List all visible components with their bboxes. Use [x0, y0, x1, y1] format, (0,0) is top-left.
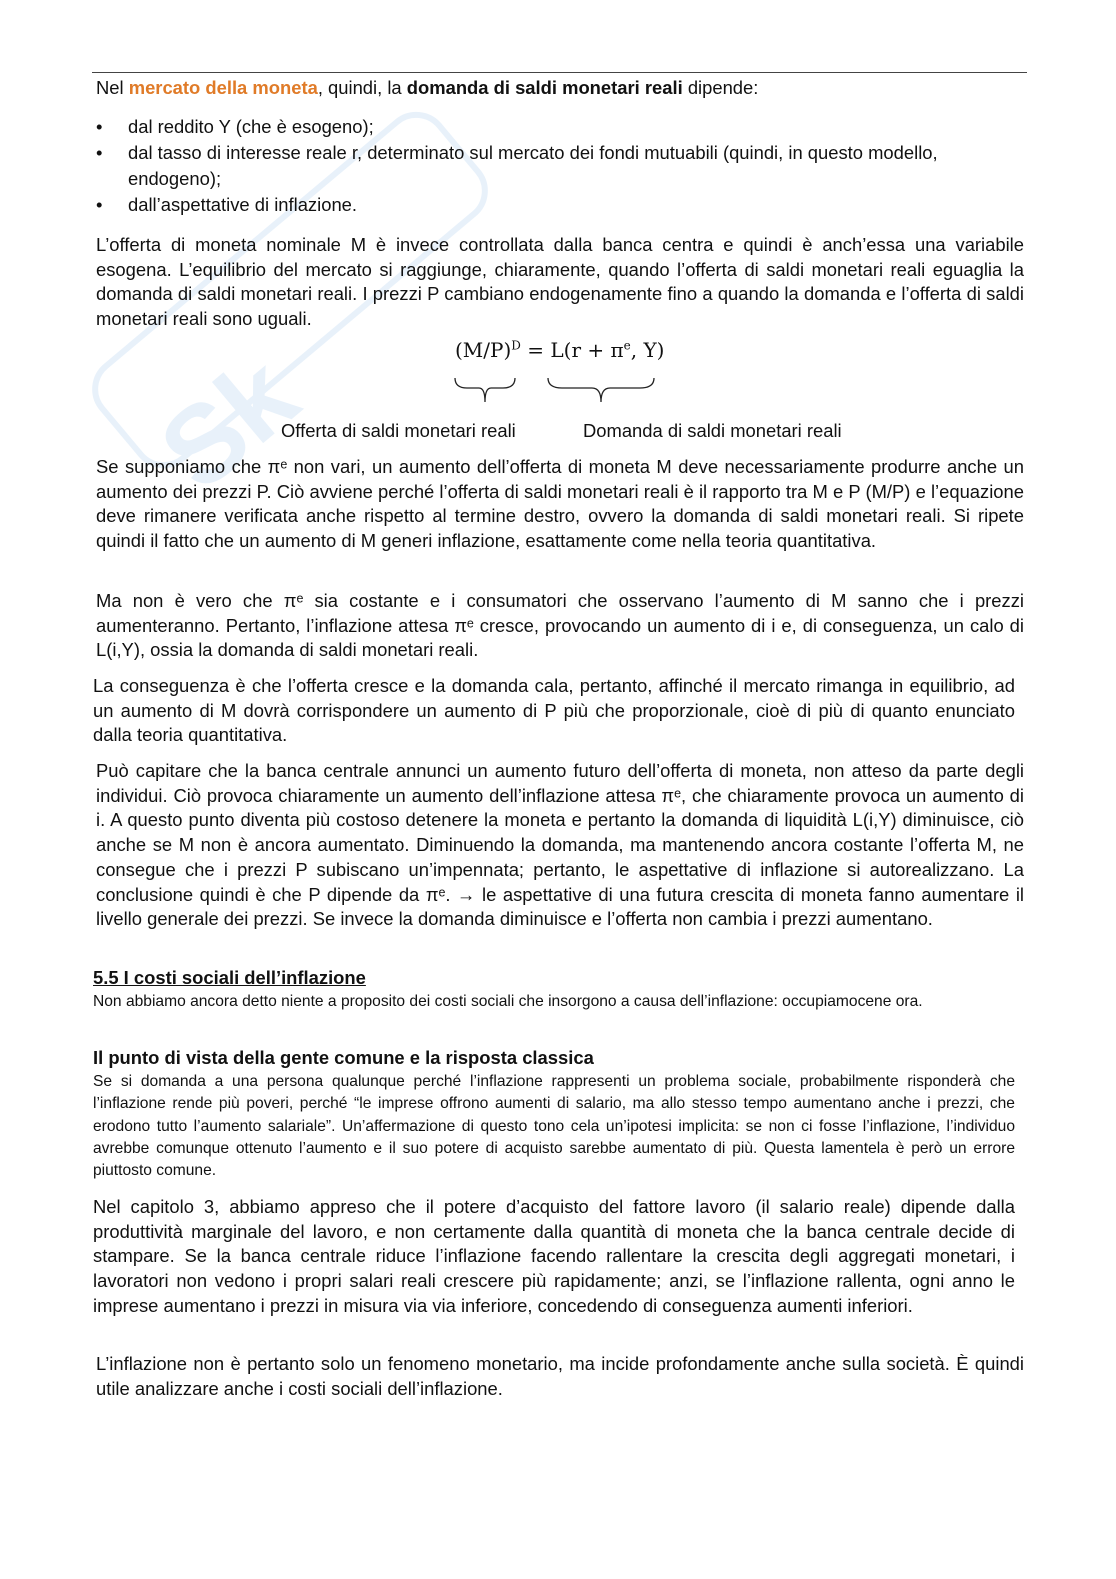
demand-label: Domanda di saldi monetari reali	[583, 420, 842, 441]
paragraph: Se si domanda a una persona qualunque perché l’inflazione rappresenti un problema sociale, probabilmente risponderà che l’inflazione rende più poveri, perché “le imprese offrono aumenti di salario, ma allo stesso tempo aumentano anche i prezzi, che erodono tutto l’aumento salariale”. Un’affermazione di questo tono cela un’ipotesi implicita: se non ci fosse l’inflazione, l’individuo avrebbe comunque ottenuto l’aumento e il suo potere di acquisto sarebbe aumentato di più. Questa lamentela è però un errore piuttosto comune.	[93, 1073, 1015, 1180]
list-item: • dal reddito Y (che è esogeno);	[96, 114, 1024, 140]
bold-term: domanda di saldi monetari reali	[406, 77, 683, 98]
determinants-list	[96, 114, 1024, 218]
right-brace	[546, 376, 656, 406]
list-item: • dal tasso di interesse reale r, determinato sul mercato dei fondi mutuabili (quindi, in questo modello, endogeno);	[96, 140, 1024, 192]
left-brace	[453, 376, 517, 406]
list-item: • dall’aspettative di inflazione.	[96, 192, 1024, 218]
money-market-equation: $(M/P)^D = L(r + \pi^e$, Y)	[455, 338, 665, 362]
section-heading: 5.5 I costi sociali dell’inflazione	[93, 967, 366, 988]
paragraph: La conseguenza è che l’offerta cresce e la domanda cala, pertanto, affinché il mercato rimanga in equilibrio, ad un aumento di M dovrà corrispondere un aumento di P più che proporzionale, cioè di più di quanto enunciato dalla teoria quantitativa.	[93, 675, 1015, 746]
intro-line: Nel mercato della moneta, quindi, la domanda di saldi monetari reali dipende:	[96, 77, 759, 98]
paragraph: Se supponiamo che πᵉ non vari, un aumento dell’offerta di moneta M deve necessariamente produrre anche un aumento dei prezzi P. Ciò avviene perché l’offerta di saldi monetari reali è il rapporto tra M e P (M/P) e l’equazione deve rimanere verificata anche rispetto al termine destro, ovvero la domanda di saldi monetari reali. Si ripete quindi il fatto che un aumento di M generi inflazione, esattamente come nella teoria quantitativa.	[96, 456, 1024, 552]
subsection-heading: Il punto di vista della gente comune e la risposta classica	[93, 1047, 594, 1068]
supply-label: Offerta di saldi monetari reali	[281, 420, 516, 441]
watermark-logo: Sk	[137, 332, 320, 514]
highlight-term: mercato della moneta	[128, 77, 318, 98]
paragraph: Può capitare che la banca centrale annunci un aumento futuro dell’offerta di moneta, non atteso da parte degli individui. Ciò provoca chiaramente un aumento dell’inflazione attesa πᵉ, che chiaramente provoca un aumento di i. A questo punto diventa più costoso detenere la moneta e pertanto la domanda di liquidità L(i,Y) diminuisce, ciò anche se M non è ancora aumentato. Diminuendo la domanda, ma mantenendo ancora costante l’offerta M, ne consegue che i prezzi P subiscano un’impennata; pertanto, le aspettative di inflazione si autorealizzano. La conclusione quindi è che P dipende da πᵉ. → le aspettative di una futura crescita di moneta fanno aumentare il livello generale dei prezzi. Se invece la domanda diminuisce e l’offerta non cambia i prezzi aumentano.	[96, 760, 1024, 930]
paragraph: L’offerta di moneta nominale M è invece controllata dalla banca centra e quindi è anch’essa una variabile esogena. L’equilibrio del mercato si raggiunge, chiaramente, quando l’offerta di saldi monetari reali eguaglia la domanda di saldi monetari reali. I prezzi P cambiano endogenamente fino a quando la domanda e l’offerta di saldi monetari reali sono uguali.	[96, 234, 1024, 330]
paragraph: Nel capitolo 3, abbiamo appreso che il potere d’acquisto del fattore lavoro (il salario reale) dipende dalla produttività marginale del lavoro, e non certamente dalla quantità di moneta che la banca centrale decide di stampare. Se la banca centrale riduce l’inflazione facendo rallentare la crescita degli aggregati monetari, i lavoratori non vedono i propri salari reali crescere più rapidamente; anzi, se l’inflazione rallenta, ogni anno le imprese aumentano i prezzi in misura via via inferiore, concedendo di conseguenza aumenti inferiori.	[93, 1196, 1015, 1316]
paragraph: Ma non è vero che πᵉ sia costante e i consumatori che osservano l’aumento di M sanno che i prezzi aumenteranno. Pertanto, l’inflazione attesa πᵉ cresce, provocando un aumento di i e, di conseguenza, un calo di L(i,Y), ossia la domanda di saldi monetari reali.	[96, 590, 1024, 661]
header-rule	[92, 72, 1027, 73]
paragraph: Non abbiamo ancora detto niente a proposito dei costi sociali che insorgono a causa dell’inflazione: occupiamocene ora.	[93, 993, 923, 1010]
paragraph: L’inflazione non è pertanto solo un fenomeno monetario, ma incide profondamente anche sulla società. È quindi utile analizzare anche i costi sociali dell’inflazione.	[96, 1353, 1024, 1399]
